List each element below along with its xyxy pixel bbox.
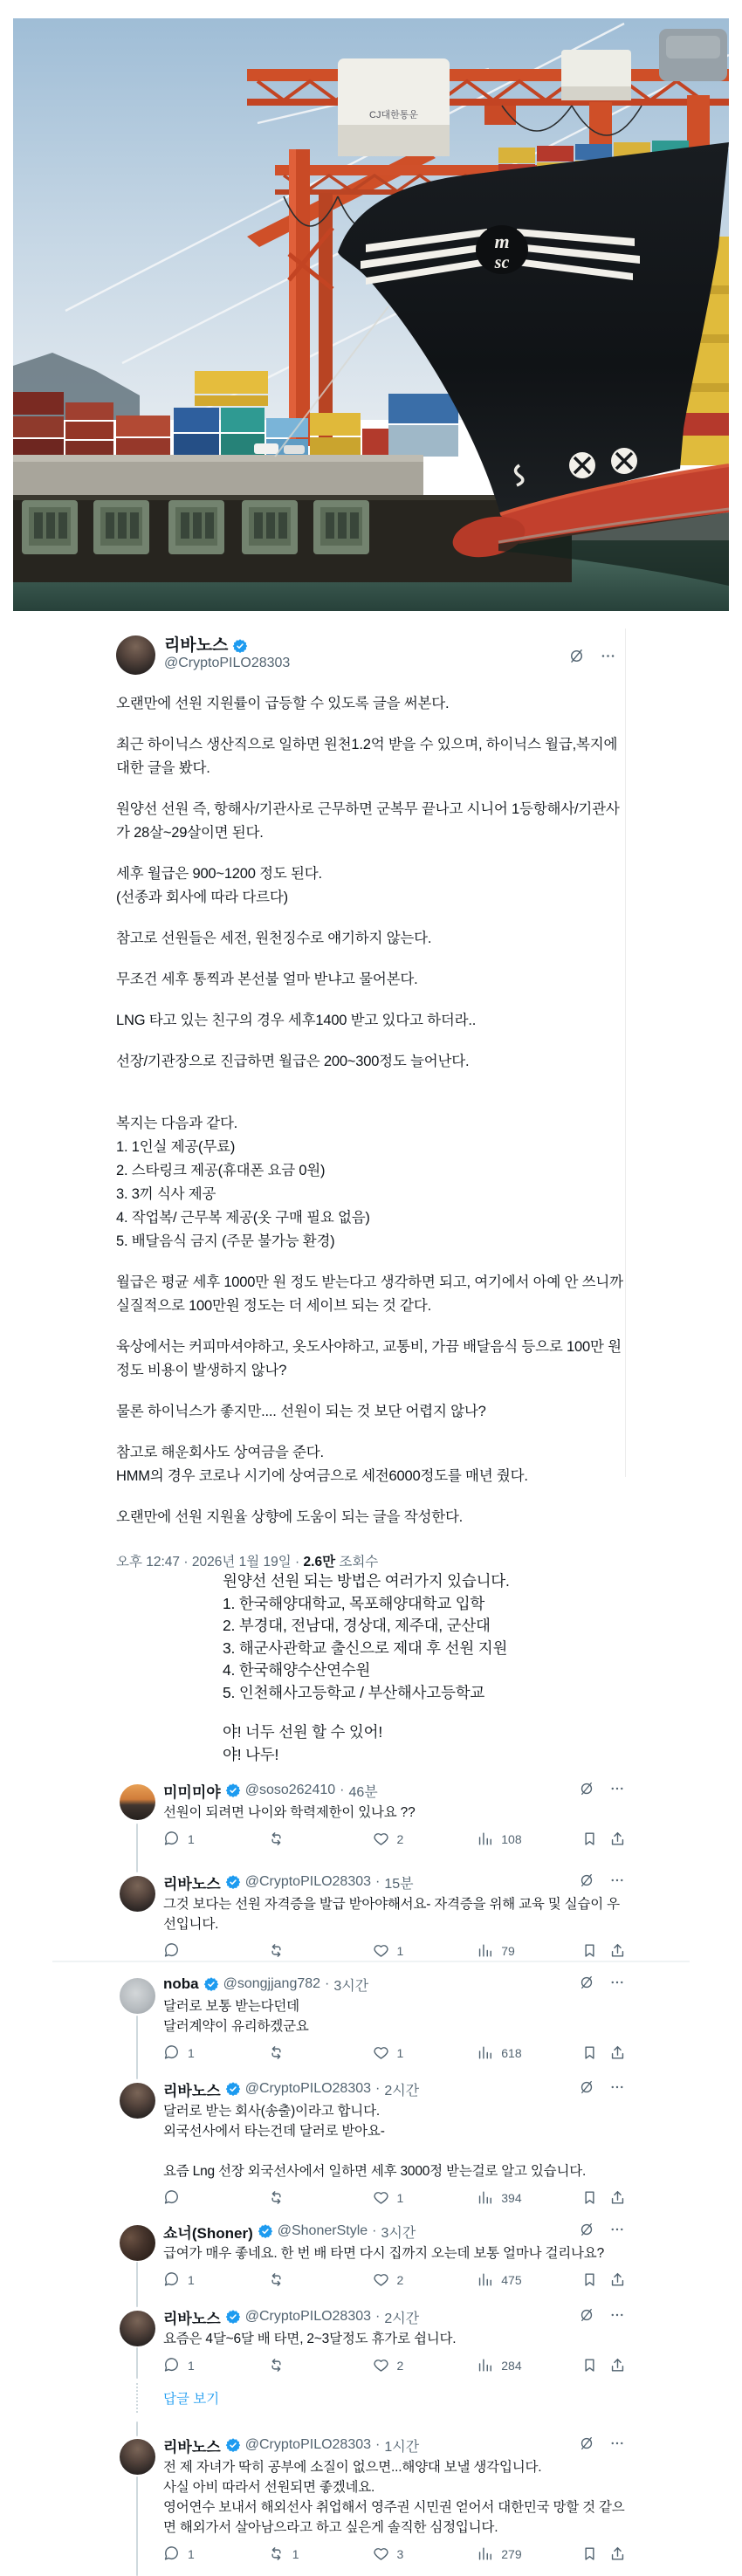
reply-text: 그것 보다는 선원 자격증을 발급 받아야해서요- 자격증을 위해 교육 및 실습이 우선입니다. bbox=[163, 1897, 620, 1932]
more-icon[interactable] bbox=[609, 2435, 625, 2451]
tweet-text: 오랜만에 선원 지원률이 급등할 수 있도록 글을 써본다. bbox=[116, 696, 450, 711]
reply-time: 15분 bbox=[384, 1876, 414, 1892]
reply-text: 달러계약이 유리하겠군요 bbox=[163, 2019, 309, 2034]
user-handle[interactable]: @ShonerStyle bbox=[277, 2223, 368, 2238]
user-handle[interactable]: @songjjang782 bbox=[223, 1976, 321, 1991]
views-count: 2.6만 bbox=[303, 1555, 336, 1570]
display-name[interactable]: 미미미야 bbox=[163, 1783, 221, 1801]
more-icon[interactable] bbox=[609, 1975, 625, 1990]
tweet-body bbox=[116, 692, 625, 1529]
user-handle[interactable]: @CryptoPILO28303 bbox=[244, 2309, 372, 2324]
display-name[interactable]: noba bbox=[163, 1975, 199, 1992]
thread-connector bbox=[136, 2262, 138, 2307]
engagement-bar bbox=[163, 1942, 627, 1959]
display-name[interactable]: 리바노스 bbox=[163, 1875, 221, 1893]
tweet-text: 세후 월급은 900~1200 정도 된다. bbox=[116, 866, 322, 882]
reply-button[interactable]: 1 bbox=[163, 2271, 268, 2288]
like-button[interactable]: 1 bbox=[373, 2189, 477, 2206]
verified-badge-icon bbox=[203, 1976, 219, 1992]
thread-connector-dotted bbox=[136, 2383, 140, 2413]
verified-badge-icon bbox=[225, 1783, 241, 1798]
note-line: 야! 너두 선원 할 수 있어! bbox=[223, 1723, 382, 1741]
user-handle[interactable]: @CryptoPILO28303 bbox=[244, 1874, 372, 1889]
screenshot-border-artifact bbox=[625, 629, 626, 1477]
tweet-text: 선장/기관장으로 진급하면 월급은 200~300정도 늘어난다. bbox=[116, 1054, 470, 1069]
like-button[interactable]: 2 bbox=[373, 1831, 477, 1847]
avatar[interactable] bbox=[116, 635, 155, 675]
thread-connector bbox=[136, 2421, 138, 2436]
more-icon[interactable] bbox=[609, 2307, 625, 2323]
avatar[interactable] bbox=[120, 1876, 155, 1912]
reply-button[interactable] bbox=[163, 2189, 268, 2206]
user-handle[interactable]: @CryptoPILO28303 bbox=[164, 656, 291, 670]
separator: · bbox=[340, 1783, 345, 1797]
separator: · bbox=[372, 2223, 377, 2238]
views-button[interactable]: 394 bbox=[477, 2189, 581, 2206]
reply-button[interactable]: 1 bbox=[163, 2545, 268, 2562]
tweet-text: 육상에서는 커피마셔야하고, 옷도사야하고, 교통비, 가끔 배달음식 등으로 100만 원 정도 비용이 발생하지 않나? bbox=[116, 1339, 622, 1378]
user-handle[interactable]: @CryptoPILO28303 bbox=[244, 2081, 372, 2096]
repost-button[interactable] bbox=[268, 1831, 373, 1847]
verified-badge-icon bbox=[225, 2437, 241, 2453]
reply-button[interactable]: 1 bbox=[163, 2044, 268, 2061]
reply bbox=[120, 1872, 627, 1959]
grok-icon[interactable] bbox=[579, 2222, 594, 2237]
bookmark-button[interactable] bbox=[581, 1831, 609, 1847]
grok-icon[interactable] bbox=[579, 2307, 594, 2323]
bookmark-button[interactable] bbox=[581, 2189, 609, 2206]
reply bbox=[120, 2307, 627, 2373]
msc-logo-m: m bbox=[494, 230, 510, 252]
tweet-text: 1. 1인실 제공(무료) bbox=[116, 1139, 236, 1155]
tweet-text: LNG 타고 있는 친구의 경우 세후1400 받고 있다고 하더라.. bbox=[116, 1013, 477, 1028]
engagement-bar bbox=[163, 1831, 627, 1847]
reply-time: 2시간 bbox=[384, 2311, 420, 2326]
repost-button[interactable] bbox=[268, 2271, 373, 2288]
tweet-text: 무조건 세후 통찍과 본선불 얼마 받냐고 물어본다. bbox=[116, 972, 418, 987]
main-tweet bbox=[116, 635, 625, 1570]
views-button[interactable]: 618 bbox=[477, 2044, 581, 2061]
reply bbox=[120, 1975, 627, 2061]
reply-text: 선원이 되려면 나이와 학력제한이 있나요 ?? bbox=[163, 1805, 416, 1820]
avatar[interactable] bbox=[120, 2225, 155, 2261]
reply bbox=[120, 2222, 627, 2288]
share-button[interactable] bbox=[609, 1942, 627, 1959]
reply-text: 요즘은 4달~6달 배 타면, 2~3달정도 휴가로 쉽니다. bbox=[163, 2332, 457, 2346]
reply-time: 1시간 bbox=[384, 2439, 420, 2455]
verified-badge-icon bbox=[258, 2223, 273, 2239]
tweet-text: 최근 하이닉스 생산직으로 일하면 원천1.2억 받을 수 있으며, 하이닉스 월급,복지에 대한 글을 봤다. bbox=[116, 737, 618, 776]
crane-logo-text: CJ대한통운 bbox=[369, 110, 418, 120]
tweet-text: 참고로 해운회사도 상여금을 준다. bbox=[116, 1445, 324, 1460]
separator: · bbox=[375, 2081, 381, 2096]
engagement-bar bbox=[163, 2044, 627, 2061]
display-name[interactable]: 리바노스 bbox=[163, 2438, 221, 2456]
user-handle[interactable]: @CryptoPILO28303 bbox=[244, 2437, 372, 2452]
repost-button[interactable] bbox=[268, 2357, 373, 2373]
show-replies-link[interactable]: 답글 보기 bbox=[163, 2392, 220, 2407]
bookmark-button[interactable] bbox=[581, 2545, 609, 2562]
reply-time: 2시간 bbox=[384, 2083, 420, 2099]
verified-badge-icon bbox=[232, 638, 248, 654]
thread-continuation-text bbox=[223, 1570, 629, 1766]
avatar[interactable] bbox=[120, 1784, 155, 1820]
reply bbox=[120, 1781, 627, 1847]
msc-logo-sc: sc bbox=[494, 253, 510, 272]
grok-icon[interactable] bbox=[568, 648, 585, 664]
note-line: 4. 한국해양수산연수원 bbox=[223, 1661, 371, 1679]
views-button[interactable]: 279 bbox=[477, 2545, 581, 2562]
main-tweet-header bbox=[116, 635, 625, 677]
share-button[interactable] bbox=[609, 2357, 627, 2373]
tweet-text: 3. 3끼 식사 제공 bbox=[116, 1186, 216, 1202]
display-name[interactable]: 리바노스 bbox=[163, 2082, 221, 2099]
display-name[interactable]: 쇼너(Shoner) bbox=[163, 2224, 253, 2242]
engagement-bar bbox=[163, 2545, 627, 2562]
separator: · bbox=[375, 1874, 381, 1889]
reply-button[interactable] bbox=[163, 1942, 268, 1959]
reply-text: 사실 아비 따라서 선원되면 좋겠네요. bbox=[163, 2480, 375, 2495]
avatar[interactable] bbox=[120, 2311, 155, 2346]
share-button[interactable] bbox=[609, 2545, 627, 2562]
thread-connector bbox=[136, 2016, 138, 2079]
reply-time: 3시간 bbox=[381, 2225, 416, 2241]
reply-text bbox=[163, 2141, 627, 2161]
grok-icon[interactable] bbox=[579, 1872, 594, 1888]
share-button[interactable] bbox=[609, 1831, 627, 1847]
display-name[interactable]: 리바노스 bbox=[163, 2310, 221, 2327]
share-button[interactable] bbox=[609, 2271, 627, 2288]
bookmark-button[interactable] bbox=[581, 1942, 609, 1959]
tweet-text: 2. 스타링크 제공(휴대폰 요금 0원) bbox=[116, 1163, 326, 1178]
tweet-text: 참고로 선원들은 세전, 원천징수로 얘기하지 않는다. bbox=[116, 931, 432, 946]
verified-badge-icon bbox=[225, 2081, 241, 2097]
avatar[interactable] bbox=[120, 2439, 155, 2475]
thread-connector bbox=[136, 2347, 138, 2379]
views-button[interactable]: 284 bbox=[477, 2357, 581, 2373]
port-scene-illustration bbox=[13, 18, 729, 611]
grok-icon[interactable] bbox=[579, 2435, 594, 2451]
tweet-text: 오랜만에 선원 지원율 상향에 도움이 되는 글을 작성한다. bbox=[116, 1509, 464, 1525]
tweet-text: 5. 배달음식 금지 (주문 불가능 환경) bbox=[116, 1233, 335, 1249]
views-button[interactable]: 475 bbox=[477, 2271, 581, 2288]
blurred-ship-name-inner bbox=[666, 36, 720, 58]
like-button[interactable]: 1 bbox=[373, 2044, 477, 2061]
reply-text: 영어연수 보내서 해외선사 취업해서 영주권 시민권 얻어서 대한민국 망할 것 같으면 해외가서 살아남으라고 하고 싶은게 솔직한 심정입니다. bbox=[163, 2500, 625, 2535]
repost-button[interactable] bbox=[268, 2189, 373, 2206]
engagement-bar bbox=[163, 2271, 627, 2288]
engagement-bar bbox=[163, 2357, 627, 2373]
verified-badge-icon bbox=[225, 1874, 241, 1890]
reply-text: 전 제 자녀가 딱히 공부에 소질이 없으면...해양대 보낼 생각입니다. bbox=[163, 2460, 542, 2475]
share-button[interactable] bbox=[609, 2044, 627, 2061]
grok-icon[interactable] bbox=[579, 2079, 594, 2095]
user-handle[interactable]: @soso262410 bbox=[244, 1783, 336, 1797]
reply-time: 46분 bbox=[348, 1784, 378, 1800]
more-icon[interactable] bbox=[609, 2222, 625, 2237]
tweet-text: 월급은 평균 세후 1000만 원 정도 받는다고 생각하면 되고, 여기에서 아예 안 쓰니까 실질적으로 100만원 정도는 더 세이브 되는 것 같다. bbox=[116, 1274, 623, 1314]
grok-icon[interactable] bbox=[579, 1781, 594, 1796]
bookmark-button[interactable] bbox=[581, 2357, 609, 2373]
views-label: 조회수 bbox=[339, 1555, 379, 1570]
note-line: 3. 해군사관학교 출신으로 제대 후 선원 지원 bbox=[223, 1638, 508, 1657]
avatar[interactable] bbox=[120, 2083, 155, 2119]
repost-button[interactable] bbox=[268, 2044, 373, 2061]
tweet-timestamp: 오후 12:47 · 2026년 1월 19일 · 2.6만 조회수 bbox=[116, 1555, 379, 1570]
bookmark-button[interactable] bbox=[581, 2271, 609, 2288]
reply-button[interactable]: 1 bbox=[163, 2357, 268, 2373]
engagement-bar bbox=[163, 2189, 627, 2206]
thread-connector bbox=[136, 1824, 138, 1872]
like-button[interactable]: 1 bbox=[373, 1942, 477, 1959]
car bbox=[284, 445, 305, 454]
repost-button[interactable]: 1 bbox=[268, 2545, 373, 2562]
share-button[interactable] bbox=[609, 2189, 627, 2206]
reply-text: 요즘 Lng 선장 외국선사에서 일하면 세후 3000정 받는걸로 알고 있습니다. bbox=[163, 2164, 587, 2179]
views-button[interactable]: 79 bbox=[477, 1942, 581, 1959]
like-button[interactable]: 2 bbox=[373, 2357, 477, 2373]
verified-badge-icon bbox=[225, 2309, 241, 2325]
views-button[interactable]: 108 bbox=[477, 1831, 581, 1847]
reply-text: 달러로 받는 회사(송출)이라고 합니다. bbox=[163, 2104, 380, 2119]
reply-time: 3시간 bbox=[333, 1978, 369, 1994]
tweet-text: 4. 작업복/ 근무복 제공(옷 구매 필요 없음) bbox=[116, 1210, 370, 1226]
separator: · bbox=[325, 1976, 330, 1991]
more-icon[interactable] bbox=[609, 1872, 625, 1888]
like-button[interactable]: 2 bbox=[373, 2271, 477, 2288]
more-icon[interactable] bbox=[609, 2079, 625, 2095]
divider bbox=[52, 1961, 690, 1962]
tweet-text: HMM의 경우 코로나 시기에 상여금으로 세전6000정도를 매년 줬다. bbox=[116, 1468, 528, 1484]
more-icon[interactable] bbox=[600, 648, 616, 664]
fenders bbox=[22, 500, 369, 554]
note-line: 원양선 선원 되는 방법은 여러가지 있습니다. bbox=[223, 1572, 510, 1590]
reply-button[interactable]: 1 bbox=[163, 1831, 268, 1847]
note-line: 1. 한국해양대학교, 목포해양대학교 입학 bbox=[223, 1594, 485, 1612]
tweet-text: 원양선 선원 즉, 항해사/기관사로 근무하면 군복무 끝나고 시니어 1등항해사/기관사가 28살~29살이면 된다. bbox=[116, 801, 620, 841]
tweet-text: (선종과 회사에 따라 다르다) bbox=[116, 890, 288, 905]
tweet-text: 물론 하이닉스가 좋지만.... 선원이 되는 것 보단 어렵지 않나? bbox=[116, 1404, 486, 1419]
like-button[interactable]: 3 bbox=[373, 2545, 477, 2562]
car bbox=[254, 443, 278, 454]
note-line: 2. 부경대, 전남대, 경상대, 제주대, 군산대 bbox=[223, 1617, 491, 1634]
reply-text: 달러로 보통 받는다던데 bbox=[163, 1999, 299, 2014]
more-icon[interactable] bbox=[609, 1781, 625, 1796]
reply-text: 외국선사에서 타는건데 달러로 받아요- bbox=[163, 2124, 385, 2139]
bookmark-button[interactable] bbox=[581, 2044, 609, 2061]
display-name[interactable]: 리바노스 bbox=[164, 636, 229, 655]
tweet-text: 복지는 다음과 같다. bbox=[116, 1116, 238, 1131]
note-line: 야! 나두! bbox=[223, 1745, 279, 1763]
thread-connector bbox=[136, 2476, 138, 2576]
reply-text: 급여가 매우 좋네요. 한 번 배 타면 다시 집까지 오는데 보통 얼마나 걸리나요? bbox=[163, 2246, 604, 2261]
separator: · bbox=[375, 2437, 381, 2452]
grok-icon[interactable] bbox=[579, 1975, 594, 1990]
note-line: 5. 인천해사고등학교 / 부산해사고등학교 bbox=[223, 1683, 485, 1701]
tweet-photo[interactable] bbox=[13, 18, 729, 611]
separator: · bbox=[375, 2309, 381, 2324]
repost-button[interactable] bbox=[268, 1942, 373, 1959]
avatar[interactable] bbox=[120, 1978, 155, 2014]
reply bbox=[120, 2079, 627, 2206]
reply bbox=[120, 2435, 627, 2562]
